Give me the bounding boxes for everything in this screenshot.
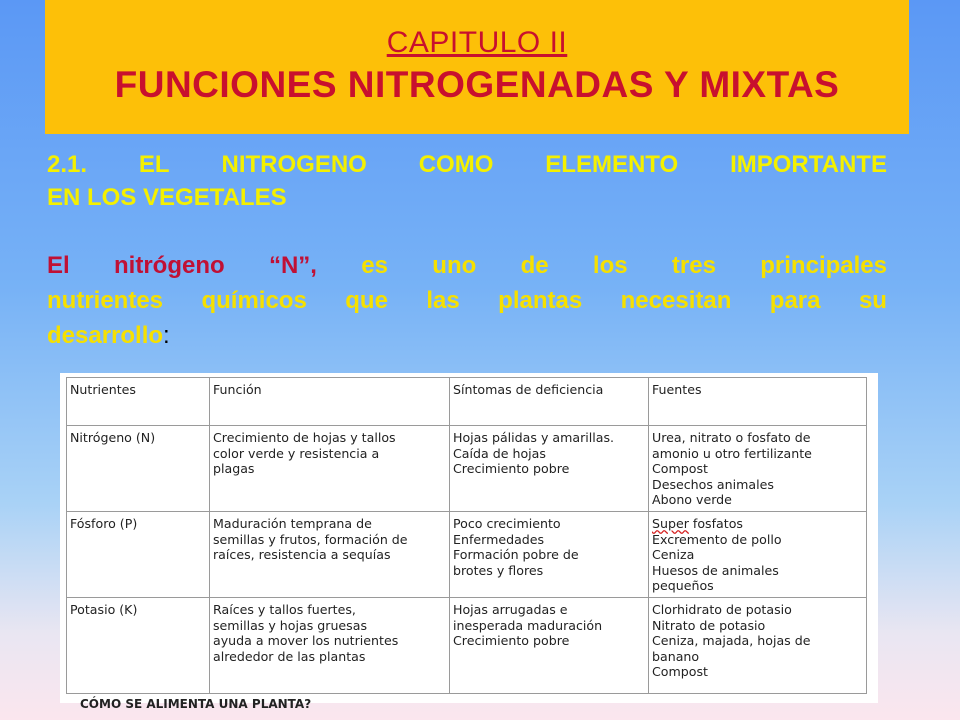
- function-cell: [210, 598, 450, 694]
- para-word: es: [361, 252, 388, 279]
- cell-line: ayuda a mover los nutrientes: [213, 633, 399, 648]
- cell-line: Caída de hojas: [453, 445, 546, 461]
- symptoms-cell: [450, 512, 649, 598]
- symptoms-cell: [450, 426, 649, 512]
- paragraph-line: [47, 283, 887, 318]
- cell-line: Compost: [652, 461, 708, 476]
- section-word: 2.1.: [47, 151, 88, 178]
- nutrient-cell: Fósforo (P): [67, 512, 210, 598]
- para-word: químicos: [201, 287, 307, 314]
- nutrients-table-image: [60, 373, 878, 711]
- cell-line: Abono verde: [652, 492, 732, 507]
- para-word: nutrientes: [47, 287, 164, 314]
- cell-line: Hojas pálidas y amarillas.: [453, 430, 615, 445]
- section-word: ELEMENTO: [545, 151, 679, 178]
- chapter-title: CAPITULO II: [386, 26, 568, 59]
- para-word: uno: [432, 252, 477, 279]
- cell-line: semillas y frutos, formación de: [213, 531, 408, 547]
- sources-cell: [649, 426, 867, 512]
- spellcheck-word: Super: [652, 516, 689, 531]
- cell-line: Huesos de animales: [652, 562, 779, 578]
- function-cell: [210, 426, 450, 512]
- section-heading-line1: [47, 148, 887, 181]
- section-word: IMPORTANTE: [730, 151, 887, 178]
- cell-line: alrededor de las plantas: [213, 648, 366, 664]
- cell-line: semillas y hojas gruesas: [213, 617, 368, 633]
- cell-line: Desechos animales: [652, 476, 774, 492]
- paragraph-line: [47, 248, 887, 283]
- cell-line: Clorhidrato de potasio: [652, 602, 792, 617]
- cell-line: pequeños: [652, 578, 714, 593]
- sources-cell: [649, 598, 867, 694]
- symptoms-cell: [450, 598, 649, 694]
- para-word: que: [345, 287, 388, 314]
- cell-line: Crecimiento pobre: [453, 633, 570, 648]
- para-word: El: [47, 252, 70, 279]
- section-heading-line2: EN LOS VEGETALES: [47, 184, 287, 211]
- intro-paragraph: [47, 248, 887, 353]
- table-header-cell: Función: [210, 378, 450, 426]
- nutrient-cell: Nitrógeno (N): [67, 426, 210, 512]
- table-header-cell: Nutrientes: [67, 378, 210, 426]
- cell-line: Raíces y tallos fuertes,: [213, 602, 356, 617]
- cell-line: [652, 516, 863, 532]
- cell-line: Maduración temprana de: [213, 516, 372, 531]
- cell-line: Ceniza, majada, hojas de: [652, 633, 811, 648]
- para-word: principales: [760, 252, 887, 279]
- cell-line: Excremento de pollo: [652, 531, 782, 547]
- para-word: para: [769, 287, 821, 314]
- nutrients-table: [66, 377, 867, 694]
- para-word: nitrógeno: [114, 252, 225, 279]
- cell-text: fosfatos: [688, 516, 743, 531]
- cell-line: Poco crecimiento: [453, 516, 561, 531]
- cell-line: inesperada maduración: [453, 617, 603, 633]
- cell-line: Crecimiento de hojas y tallos: [213, 430, 396, 445]
- para-word: plantas: [498, 287, 583, 314]
- chapter-heading: FUNCIONES NITROGENADAS Y MIXTAS: [114, 64, 840, 105]
- para-word: necesitan: [620, 287, 732, 314]
- table-row: [67, 426, 867, 512]
- para-word: de: [520, 252, 549, 279]
- function-cell: [210, 512, 450, 598]
- cell-line: Nitrato de potasio: [652, 617, 766, 633]
- cell-line: brotes y flores: [453, 562, 544, 578]
- cell-line: Enfermedades: [453, 531, 545, 547]
- para-word: tres: [671, 252, 716, 279]
- section-heading: [47, 148, 887, 214]
- para-colon: :: [163, 322, 170, 349]
- table-header-row: [67, 378, 867, 426]
- cell-line: color verde y resistencia a: [213, 445, 380, 461]
- table-row: [67, 512, 867, 598]
- nutrient-cell: Potasio (K): [67, 598, 210, 694]
- cell-line: Formación pobre de: [453, 547, 579, 562]
- para-word: desarrollo: [47, 322, 164, 349]
- para-word: las: [426, 287, 460, 314]
- cell-line: Compost: [652, 664, 708, 679]
- cut-off-footer-text: CÓMO SE ALIMENTA UNA PLANTA?: [80, 697, 312, 711]
- section-word: NITROGENO: [221, 151, 367, 178]
- cell-line: amonio u otro fertilizante: [652, 445, 812, 461]
- table-row: [67, 598, 867, 694]
- para-word: los: [592, 252, 628, 279]
- sources-cell: [649, 512, 867, 598]
- cell-line: plagas: [213, 461, 255, 476]
- paragraph-line: [47, 318, 887, 353]
- cell-line: raíces, resistencia a sequías: [213, 547, 391, 562]
- para-word: su: [858, 287, 887, 314]
- cell-line: Crecimiento pobre: [453, 461, 570, 476]
- cell-line: Hojas arrugadas e: [453, 602, 568, 617]
- cell-line: Urea, nitrato o fosfato de: [652, 430, 811, 445]
- table-header-cell: Síntomas de deficiencia: [450, 378, 649, 426]
- section-word: COMO: [418, 151, 494, 178]
- section-word: EL: [138, 151, 170, 178]
- table-header-cell: Fuentes: [649, 378, 867, 426]
- cell-line: Ceniza: [652, 547, 695, 562]
- cell-line: banano: [652, 648, 700, 664]
- title-banner: [45, 0, 909, 134]
- para-word: “N”,: [268, 252, 317, 279]
